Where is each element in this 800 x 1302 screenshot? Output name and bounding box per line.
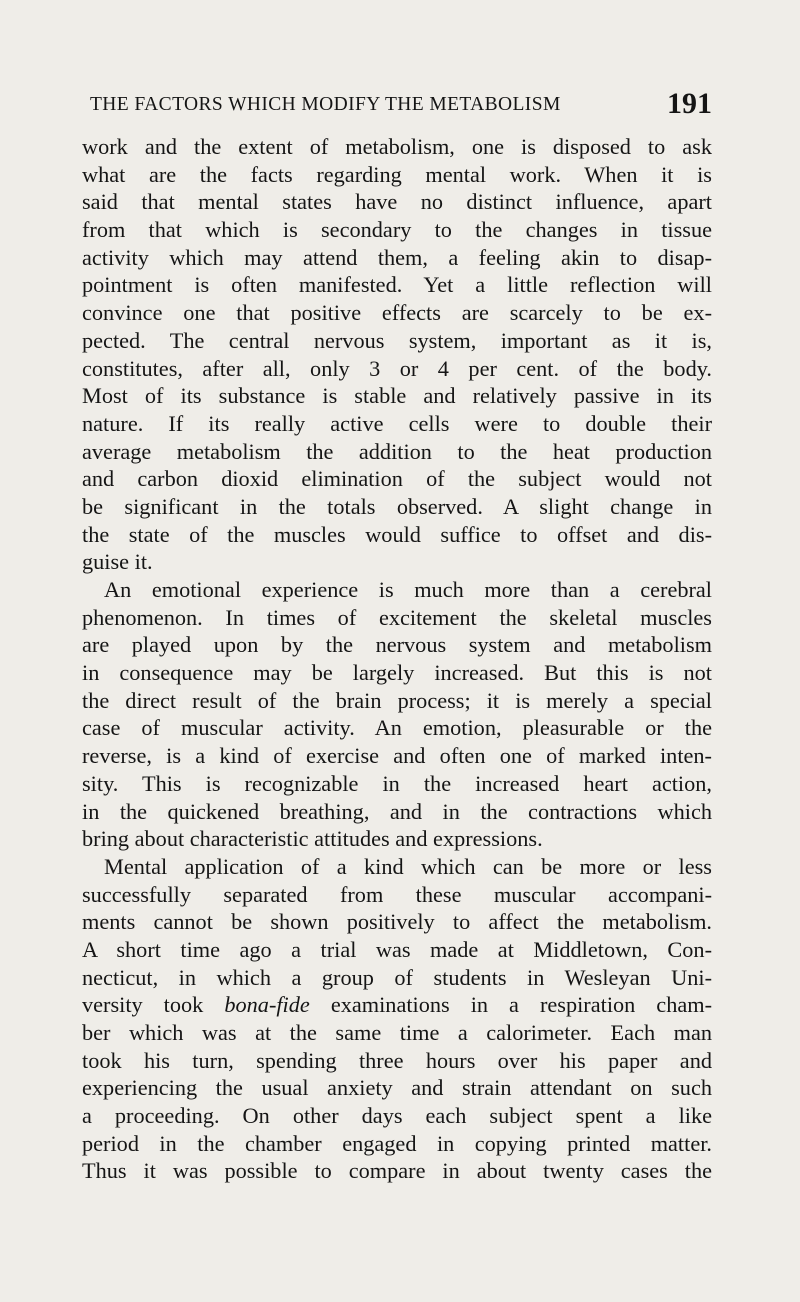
text-line: are played upon by the nervous system and metabolism — [82, 632, 712, 658]
text-line: sity. This is recognizable in the increased heart action, — [82, 770, 712, 796]
text-line: convince one that positive effects are scarcely to be ex- — [82, 300, 712, 326]
text-line: ments cannot be shown positively to affect the metabolism. — [82, 909, 712, 935]
text-line: guise it. — [82, 549, 153, 575]
text-line: Most of its substance is stable and relatively passive in its — [82, 383, 712, 409]
text-line: An emotional experience is much more than a cerebral — [104, 577, 712, 602]
text-line: pected. The central nervous system, important as it is, — [82, 327, 712, 353]
text-line: nature. If its really active cells were to double their — [82, 410, 712, 436]
text-line: experiencing the usual anxiety and strain attendant on such — [82, 1075, 712, 1101]
text-line: constitutes, after all, only 3 or 4 per cent. of the body. — [82, 355, 712, 381]
text-line: necticut, in which a group of students in Wesleyan Uni- — [82, 964, 712, 990]
text-line: period in the chamber engaged in copying printed matter. — [82, 1130, 712, 1156]
text-line: Mental application of a kind which can be more or less — [104, 853, 712, 879]
text-line: from that which is secondary to the changes in tissue — [82, 217, 712, 243]
text-line: the state of the muscles would suffice to offset and dis- — [82, 521, 712, 547]
text-line: successfully separated from these muscular accompani- — [82, 881, 712, 907]
body-text — [82, 133, 712, 1185]
text-line: a proceeding. On other days each subject spent a like — [82, 1103, 712, 1129]
text-line: said that mental states have no distinct influence, apart — [82, 189, 712, 215]
page-number: 191 — [667, 87, 712, 120]
text-line: in consequence may be largely increased. But this is not — [82, 660, 712, 686]
text-line: and carbon dioxid elimination of the subject would not — [82, 466, 712, 492]
running-title: THE FACTORS WHICH MODIFY THE METABOLISM — [90, 94, 561, 115]
text-line: A short time ago a trial was made at Middletown, Con- — [82, 936, 712, 962]
text-line: bring about characteristic attitudes and expressions. — [82, 826, 543, 852]
text-line: what are the facts regarding mental work. When it is — [82, 161, 712, 187]
text-line: case of muscular activity. An emotion, pleasurable or the — [82, 715, 712, 741]
text-line: phenomenon. In times of excitement the skeletal muscles — [82, 604, 712, 630]
text-line: work and the extent of metabolism, one is disposed to ask — [82, 134, 712, 159]
text-line-with-italic — [82, 991, 712, 1019]
text-line: reverse, is a kind of exercise and often one of marked inten- — [82, 743, 712, 769]
text-line: took his turn, spending three hours over his paper and — [82, 1047, 712, 1073]
text-line: be significant in the totals observed. A slight change in — [82, 493, 712, 519]
text-line: activity which may attend them, a feeling akin to disap- — [82, 244, 712, 270]
text-line: Thus it was possible to compare in about twenty cases the — [82, 1158, 712, 1184]
text-line: average metabolism the addition to the heat production — [82, 438, 712, 464]
text-segment: examinations in a respiration cham- — [330, 992, 712, 1018]
page-header — [82, 88, 712, 124]
book-page — [82, 88, 712, 1185]
text-line: ber which was at the same time a calorimeter. Each man — [82, 1020, 712, 1045]
text-line: the direct result of the brain process; it is merely a special — [82, 687, 712, 713]
text-line: pointment is often manifested. Yet a little reflection will — [82, 272, 712, 298]
text-segment: versity took — [82, 992, 204, 1018]
italic-term: bona-fide — [224, 992, 310, 1018]
text-line: in the quickened breathing, and in the contractions which — [82, 798, 712, 824]
